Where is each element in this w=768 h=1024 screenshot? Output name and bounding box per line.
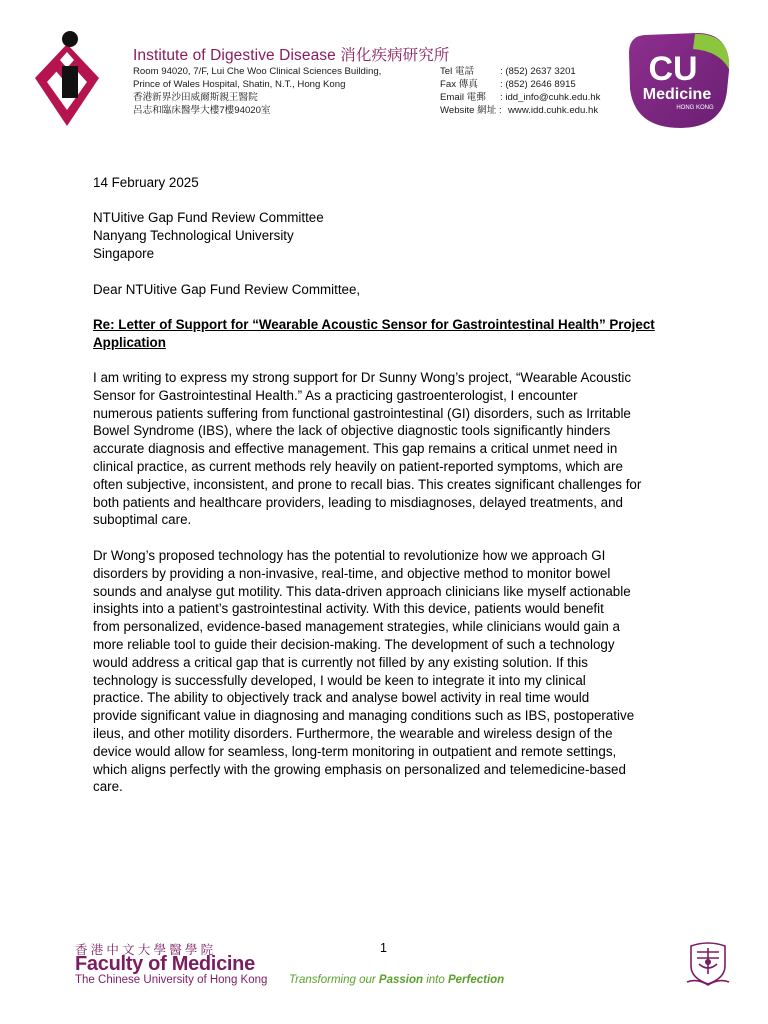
paragraph-line: Bowel Syndrome (IBS), where the lack of objective diagnostic tools significantly hinders bbox=[93, 423, 611, 439]
letter-date: 14 February 2025 bbox=[93, 175, 199, 190]
tagline-part: Transforming our bbox=[289, 974, 379, 986]
paragraph-line: Sensor for Gastrointestinal Health.” As a practicing gastroenterologist, I encounter bbox=[93, 387, 578, 403]
idd-logo bbox=[33, 30, 101, 128]
paragraph-line: insights into a patient’s gastrointestinal activity. With this device, patients would benefit bbox=[93, 601, 604, 617]
subject-line bbox=[93, 316, 681, 352]
email-label: Email 電郵 bbox=[440, 92, 486, 103]
paragraph-2 bbox=[93, 547, 681, 796]
email-value: : idd_info@cuhk.edu.hk bbox=[500, 92, 601, 103]
paragraph-line: more reliable tool to guide their decision-making. The development of such a technology bbox=[93, 636, 615, 652]
fax-label: Fax 傳真 bbox=[440, 79, 478, 90]
paragraph-line: numerous patients suffering from functional gastrointestinal (GI) disorders, such as Irritable bbox=[93, 405, 631, 421]
faculty-title: Faculty of Medicine bbox=[75, 953, 255, 975]
faculty-chinese-name: 香港中文大學醫學院 bbox=[75, 943, 217, 957]
recipient-line: Singapore bbox=[93, 245, 155, 261]
cu-medicine-logo bbox=[627, 31, 731, 129]
faculty-subtitle: The Chinese University of Hong Kong bbox=[75, 974, 268, 986]
paragraph-line: disorders by providing a non-invasive, real-time, and objective method to monitor bowel bbox=[93, 565, 611, 581]
recipient-block bbox=[93, 209, 681, 262]
cu-logo-big-text: CU bbox=[648, 50, 698, 88]
recipient-line: NTUitive Gap Fund Review Committee bbox=[93, 210, 324, 225]
address-line: Prince of Wales Hospital, Shatin, N.T., Hong Kong bbox=[133, 79, 346, 90]
tagline-passion: Passion bbox=[378, 974, 424, 986]
subject-line-2: Application bbox=[93, 334, 166, 350]
paragraph-line: practice. The ability to objectively track and analyse bowel activity in real time would bbox=[93, 690, 590, 706]
tel-label: Tel 電話 bbox=[440, 66, 475, 77]
paragraph-line: technology is successfully developed, I would be keen to integrate it into my clinical bbox=[93, 672, 586, 688]
salutation: Dear NTUitive Gap Fund Review Committee, bbox=[93, 282, 361, 297]
address-line: 呂志和臨床醫學大樓7樓94020室 bbox=[133, 105, 271, 116]
paragraph-line: both patients and healthcare providers, leading to misdiagnoses, delayed treatments, and bbox=[93, 494, 624, 510]
paragraph-line: care. bbox=[93, 779, 123, 795]
tagline-part: into bbox=[423, 974, 448, 986]
website-label: Website 網址 : bbox=[440, 105, 502, 116]
paragraph-line: clinical practice, as current methods rely heavily on patient-reported symptoms, which are bbox=[93, 458, 623, 474]
paragraph-line: I am writing to express my strong support for Dr Sunny Wong’s project, “Wearable Acoustic bbox=[93, 370, 632, 385]
address-line: Room 94020, 7/F, Lui Che Woo Clinical Sciences Building, bbox=[133, 66, 382, 77]
paragraph-line: accurate diagnosis and effective management. This gap remains a critical unmet need in bbox=[93, 441, 618, 457]
cuhk-crest-icon bbox=[683, 938, 733, 988]
paragraph-line: ileus, and other motility disorders. Furthermore, the wearable and wireless design of the bbox=[93, 725, 613, 741]
address-line: 香港新界沙田威爾斯親王醫院 bbox=[133, 92, 258, 103]
paragraph-line: device would allow for seamless, long-term monitoring in outpatient and remote settings, bbox=[93, 743, 617, 759]
tagline-perfection: Perfection bbox=[447, 974, 505, 986]
institute-title: Institute of Digestive Disease 消化疾病研究所 bbox=[133, 47, 450, 64]
paragraph-line: would address a critical gap that is currently not filled by any existing solution. If this bbox=[93, 654, 588, 670]
cu-logo-small: HONG KONG bbox=[676, 105, 714, 111]
paragraph-line: often subjective, inconsistent, and prone to recall bias. This creates significant challenges for bbox=[93, 476, 642, 492]
paragraph-line: sounds and analyse gut motility. This data-driven approach clinicians like myself actionable bbox=[93, 583, 631, 599]
tel-value: : (852) 2637 3201 bbox=[500, 66, 576, 77]
page-number: 1 bbox=[380, 941, 387, 955]
paragraph-line: Dr Wong’s proposed technology has the potential to revolutionize how we approach GI bbox=[93, 548, 606, 563]
website-value: www.idd.cuhk.edu.hk bbox=[508, 105, 599, 116]
cu-logo-word: Medicine bbox=[642, 86, 712, 103]
fax-value: : (852) 2646 8915 bbox=[500, 79, 576, 90]
tagline bbox=[289, 974, 504, 986]
paragraph-line: which aligns perfectly with the growing emphasis on personalized and telemedicine-based bbox=[93, 761, 626, 777]
paragraph-line: suboptimal care. bbox=[93, 512, 192, 528]
paragraph-1 bbox=[93, 369, 681, 529]
paragraph-line: provide significant value in diagnosing and managing conditions such as IBS, postoperative bbox=[93, 708, 635, 724]
recipient-line: Nanyang Technological University bbox=[93, 227, 294, 243]
subject-line-1: Re: Letter of Support for “Wearable Acoustic Sensor for Gastrointestinal Health” Project bbox=[93, 317, 655, 332]
paragraph-line: from personalized, evidence-based management strategies, while clinicians would gain a bbox=[93, 619, 620, 635]
